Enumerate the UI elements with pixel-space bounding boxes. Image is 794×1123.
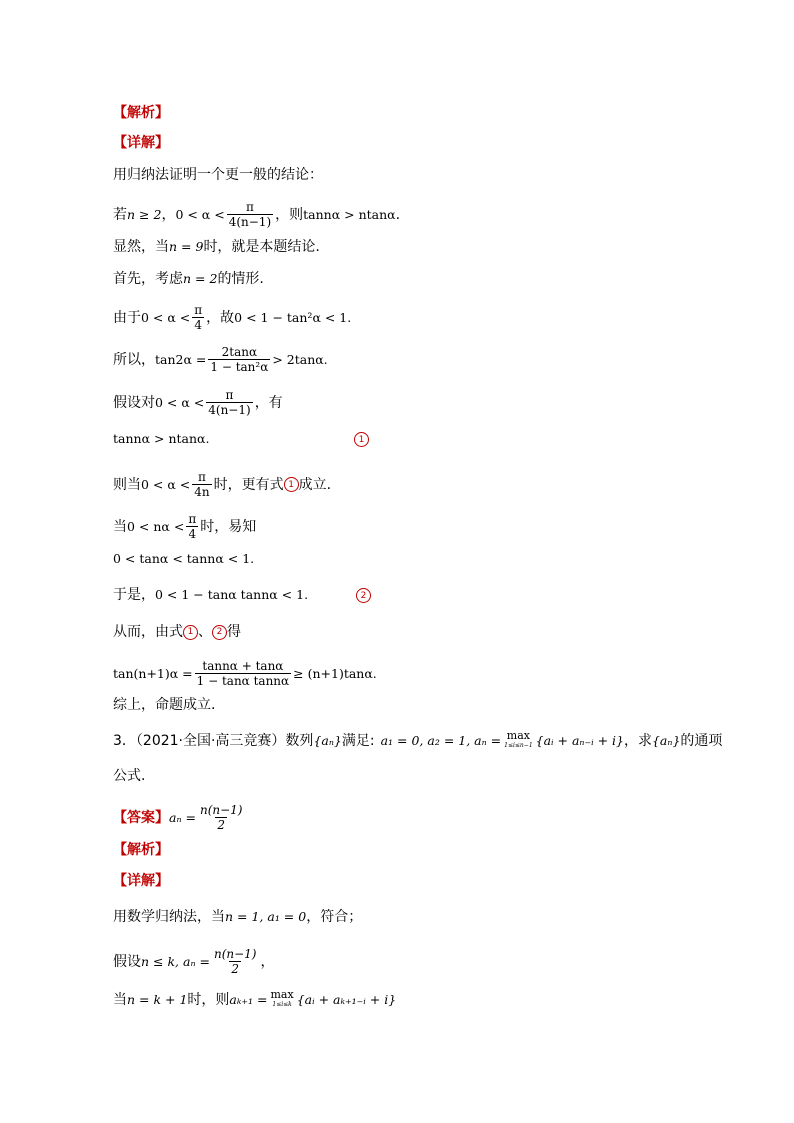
math-expression: 0 < nα <: [127, 518, 185, 534]
text-fragment: 于是，: [113, 587, 155, 603]
max-label: max: [506, 729, 530, 742]
text-line: [113, 303, 351, 332]
math-expression: {aₙ}: [651, 733, 681, 748]
text-fragment: 用数学归纳法，当: [113, 909, 225, 925]
text-fragment: 时，易知: [200, 518, 257, 535]
text-line: [113, 622, 241, 642]
text-line: 综上，命题成立.: [113, 697, 216, 713]
answer-line: [113, 803, 246, 832]
math-expression: tannα > ntanα.: [113, 431, 210, 446]
text-line: [113, 429, 209, 449]
fraction: [208, 345, 270, 374]
detail-heading: 【详解】: [113, 873, 169, 889]
fraction-numerator: π: [225, 388, 234, 402]
text-fragment: 的情形.: [217, 271, 264, 287]
fraction-numerator: π: [245, 200, 254, 214]
fraction: [186, 512, 198, 541]
fraction: [195, 659, 291, 688]
max-operator: [504, 731, 533, 751]
analysis-heading: 【解析】: [113, 105, 169, 121]
math-expression: 0 < tanα < tannα < 1.: [113, 551, 255, 566]
text-line: [113, 512, 256, 541]
math-expression: n ≥ 2: [127, 206, 162, 222]
math-expression: aₖ₊₁ =: [229, 992, 268, 1007]
text-fragment: ，: [260, 953, 275, 970]
text-fragment: .: [395, 206, 401, 223]
question-text: 3．（2021·全国·高三竞赛）数列: [113, 733, 314, 749]
math-expression: {aᵢ + aₙ₋ᵢ + i}: [535, 733, 624, 748]
question-line: 公式.: [113, 768, 146, 784]
text-fragment: 当: [113, 518, 127, 535]
math-expression: ≥ (n+1)tanα.: [293, 665, 377, 681]
math-expression: n = 1, a₁ = 0: [225, 909, 307, 924]
question-line: [113, 731, 722, 751]
fraction-numerator: π: [188, 512, 197, 526]
math-expression: aₙ =: [169, 809, 196, 825]
text-line: [113, 345, 328, 374]
text-line: [113, 200, 400, 229]
math-expression: tannα > ntanα: [303, 206, 396, 222]
math-expression: a₁ = 0, a₂ = 1, aₙ =: [380, 733, 502, 748]
math-expression: 0 < 1 − tanα tannα < 1.: [155, 587, 309, 602]
text-fragment: 若: [113, 206, 127, 223]
fraction-numerator: π: [198, 470, 206, 484]
math-expression: 0 < 1 − tan²α < 1.: [234, 309, 352, 325]
text-fragment: ，则: [275, 206, 304, 223]
text-line: [113, 269, 264, 289]
text-fragment: 当: [113, 992, 127, 1008]
text-line: [113, 470, 331, 499]
text-fragment: 显然，当: [113, 239, 169, 255]
fraction-denominator: 4n: [194, 485, 210, 499]
math-expression: 0 < α <: [155, 394, 205, 410]
fraction-numerator: n(n−1): [199, 803, 243, 817]
text-fragment: ，故: [206, 309, 235, 326]
math-expression: {aₙ}: [313, 733, 342, 748]
text-fragment: 时，就是本题结论.: [203, 239, 320, 255]
text-fragment: ，: [161, 206, 176, 223]
math-expression: n = 9: [169, 239, 204, 254]
equation-marker-1: 1: [354, 432, 369, 447]
fraction-denominator: 1 − tanα tannα: [196, 674, 290, 688]
math-expression: 0 < α <: [141, 476, 191, 492]
math-expression: n = 2: [183, 271, 218, 286]
fraction: [192, 303, 204, 332]
text-fragment: 成立.: [298, 476, 332, 493]
text-fragment: 时，更有式: [213, 476, 284, 493]
fraction: [198, 803, 245, 832]
fraction-numerator: n(n−1): [213, 947, 257, 961]
text-fragment: 假设: [113, 953, 141, 970]
text-line: [113, 947, 274, 976]
fraction-denominator: 2: [217, 818, 226, 832]
math-expression: n ≤ k, aₙ =: [141, 953, 210, 969]
math-expression: 0 < α <: [175, 206, 225, 222]
text-line: 用归纳法证明一个更一般的结论：: [113, 167, 323, 183]
max-range: 1≤i≤n−1: [504, 742, 533, 749]
text-fragment: 时，则: [187, 992, 230, 1008]
fraction-numerator: tannα + tanα: [202, 659, 284, 673]
text-fragment: 得: [227, 624, 241, 640]
text-line: [113, 990, 396, 1010]
text-fragment: 则当: [113, 476, 141, 493]
text-fragment: 的通项: [680, 733, 723, 749]
text-fragment: 满足:: [341, 733, 375, 749]
answer-heading: 【答案】: [113, 809, 169, 826]
math-expression: n = k + 1: [127, 992, 188, 1007]
fraction-denominator: 4(n−1): [208, 403, 251, 417]
fraction-numerator: π: [194, 303, 203, 317]
fraction: [206, 388, 252, 417]
text-fragment: 所以，: [113, 351, 155, 368]
math-expression: tan(n+1)α =: [113, 665, 193, 681]
fraction-denominator: 2: [231, 962, 240, 976]
equation-reference-2: 2: [212, 625, 227, 640]
math-expression: {aᵢ + aₖ₊₁₋ᵢ + i}: [296, 992, 397, 1007]
fraction-denominator: 4: [194, 318, 203, 332]
math-expression: tan2α =: [155, 351, 207, 367]
max-label: max: [270, 988, 294, 1001]
text-line: [113, 388, 283, 417]
text-fragment: 从而，由式: [113, 624, 183, 640]
equation-marker-2: 2: [356, 588, 371, 603]
detail-heading: 【详解】: [113, 135, 169, 151]
fraction-denominator: 4: [188, 527, 197, 541]
text-fragment: ，有: [254, 394, 283, 411]
text-fragment: ，求: [623, 733, 652, 749]
equation-reference-1: 1: [183, 625, 198, 640]
text-line: [113, 585, 308, 605]
text-fragment: 首先，考虑: [113, 271, 183, 287]
fraction: [192, 470, 211, 499]
math-expression: > 2tanα.: [272, 351, 328, 367]
text-line: [113, 659, 377, 688]
analysis-heading: 【解析】: [113, 842, 169, 858]
text-fragment: 、: [198, 624, 212, 640]
text-fragment: 由于: [113, 309, 141, 326]
fraction: [227, 200, 273, 229]
equation-reference-1: 1: [284, 477, 299, 492]
fraction: [212, 947, 259, 976]
text-fragment: 假设对: [113, 394, 155, 411]
max-range: 1≤i≤k: [272, 1001, 292, 1008]
fraction-denominator: 1 − tan²α: [210, 360, 269, 374]
text-fragment: ，符合；: [306, 909, 363, 925]
math-expression: 0 < α <: [141, 309, 191, 325]
fraction-denominator: 4(n−1): [228, 215, 272, 229]
text-line: [113, 907, 362, 927]
fraction-numerator: 2tanα: [221, 345, 258, 359]
text-line: [113, 237, 320, 257]
text-line: [113, 549, 254, 569]
max-operator: [271, 990, 294, 1010]
